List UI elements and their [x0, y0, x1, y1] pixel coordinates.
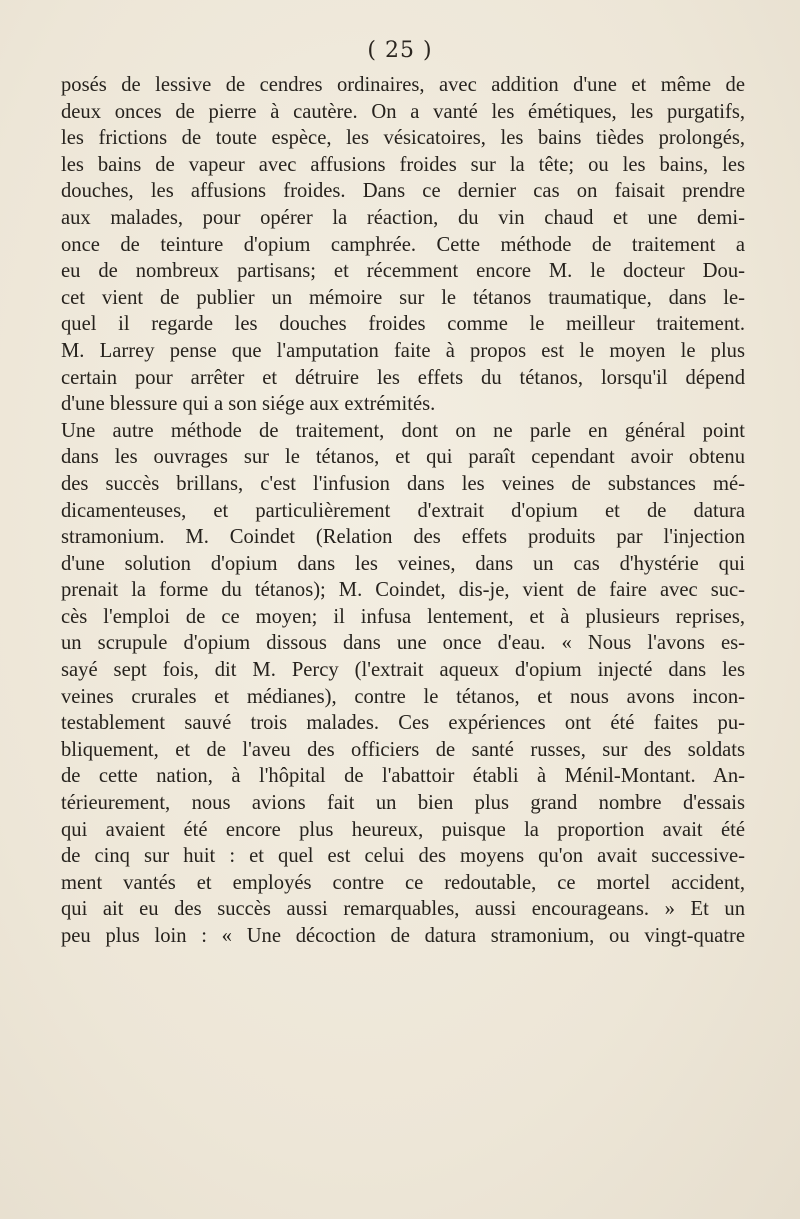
- text-line: sayé sept fois, dit M. Percy (l'extrait aqueux d'opium injecté dans les: [61, 659, 745, 682]
- page-number: ( 25 ): [367, 38, 433, 63]
- text-line: de cinq sur huit : et quel est celui des moyens qu'on avait successive-: [61, 845, 745, 868]
- text-line: M. Larrey pense que l'amputation faite à propos est le moyen le plus: [61, 339, 745, 362]
- text-line: les bains de vapeur avec affusions froides sur la tête; ou les bains, les: [61, 153, 745, 176]
- text-line: veines crurales et médianes), contre le tétanos, et nous avons incon-: [61, 685, 745, 708]
- text-line: testablement sauvé trois malades. Ces expériences ont été faites pu-: [61, 712, 745, 735]
- text-line: d'une blessure qui a son siége aux extrémités.: [61, 393, 436, 416]
- text-line: térieurement, nous avions fait un bien plus grand nombre d'essais: [61, 792, 745, 815]
- text-line: quel il regarde les douches froides comme le meilleur traitement.: [61, 313, 745, 336]
- text-line: de cette nation, à l'hôpital de l'abattoir établi à Ménil-Montant. An-: [61, 765, 745, 788]
- text-line: des succès brillans, c'est l'infusion dans les veines de substances mé-: [61, 472, 745, 495]
- text-line: qui avaient été encore plus heureux, puisque la proportion avait été: [61, 818, 745, 841]
- text-line: stramonium. M. Coindet (Relation des effets produits par l'injection: [61, 526, 745, 549]
- text-line: once de teinture d'opium camphrée. Cette méthode de traitement a: [61, 233, 745, 256]
- text-line: un scrupule d'opium dissous dans une once d'eau. « Nous l'avons es-: [61, 632, 745, 655]
- text-line: douches, les affusions froides. Dans ce dernier cas on faisait prendre: [61, 180, 745, 203]
- text-line: posés de lessive de cendres ordinaires, avec addition d'une et même de: [61, 74, 745, 96]
- text-line: eu de nombreux partisans; et récemment encore M. le docteur Dou-: [61, 260, 745, 283]
- text-line: dicamenteuses, et particulièrement d'extrait d'opium et de datura: [61, 499, 745, 522]
- text-line: qui ait eu des succès aussi remarquables, aussi encourageans. » Et un: [61, 898, 745, 921]
- text-line: ment vantés et employés contre ce redoutable, ce mortel accident,: [61, 871, 745, 894]
- text-line: certain pour arrêter et détruire les effets du tétanos, lorsqu'il dépend: [61, 366, 745, 389]
- text-line: d'une solution d'opium dans les veines, dans un cas d'hystérie qui: [61, 552, 745, 575]
- text-line: cès l'emploi de ce moyen; il infusa lentement, et à plusieurs reprises,: [61, 605, 745, 628]
- text-line: prenait la forme du tétanos); M. Coindet, dis-je, vient de faire avec suc-: [61, 579, 745, 602]
- text-line: cet vient de publier un mémoire sur le tétanos traumatique, dans le-: [61, 286, 745, 309]
- text-line: deux onces de pierre à cautère. On a vanté les émétiques, les purgatifs,: [61, 100, 745, 123]
- text-line: peu plus loin : « Une décoction de datura stramonium, ou vingt-quatre: [61, 925, 745, 947]
- text-line: aux malades, pour opérer la réaction, du vin chaud et une demi-: [61, 206, 745, 229]
- text-line: Une autre méthode de traitement, dont on ne parle en général point: [61, 419, 745, 442]
- text-line: dans les ouvrages sur le tétanos, et qui paraît cependant avoir obtenu: [61, 446, 745, 469]
- text-line: les frictions de toute espèce, les vésicatoires, les bains tièdes prolongés,: [61, 127, 745, 150]
- body-text: [61, 72, 745, 950]
- text-line: bliquement, et de l'aveu des officiers de santé russes, sur des soldats: [61, 738, 745, 761]
